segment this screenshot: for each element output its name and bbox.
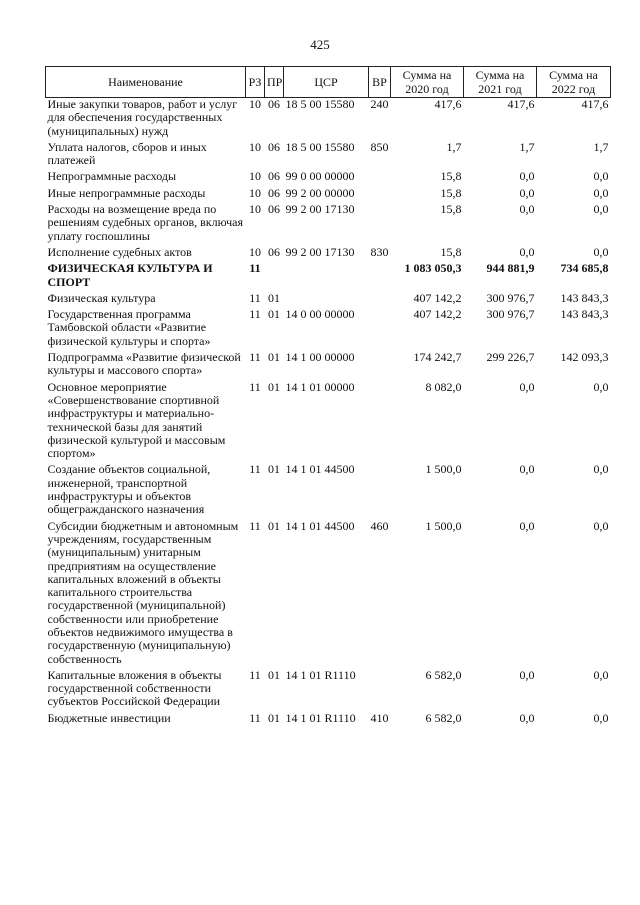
cell-sum-2022: 0,0 bbox=[593, 462, 609, 477]
table-row bbox=[46, 141, 611, 171]
cell-name: ФИЗИЧЕСКАЯ КУЛЬТУРА И СПОРТ bbox=[47, 261, 213, 289]
header-sum-2020: Сумма на 2020 год bbox=[391, 67, 464, 98]
cell-vr bbox=[369, 292, 391, 308]
cell-csr: 18 5 00 15580 bbox=[285, 97, 355, 111]
cell-vr bbox=[369, 351, 391, 381]
cell-rz: 11 bbox=[249, 290, 261, 305]
cell-sum-2022: 0,0 bbox=[593, 518, 609, 533]
cell-vr: 850 bbox=[370, 139, 389, 154]
cell-sum-2021: 0,0 bbox=[519, 667, 535, 682]
cell-csr: 99 0 00 00000 bbox=[285, 169, 355, 184]
cell-sum-2020: 407 142,2 bbox=[413, 290, 462, 305]
cell-csr: 14 1 01 R1110 bbox=[285, 710, 356, 725]
cell-vr bbox=[369, 381, 391, 464]
cell-csr: 14 1 01 R1110 bbox=[285, 667, 356, 682]
cell-csr: 99 2 00 00000 bbox=[285, 185, 355, 200]
cell-pr: 06 bbox=[268, 202, 280, 217]
cell-sum-2021: 944 881,9 bbox=[486, 261, 535, 276]
cell-vr bbox=[369, 170, 391, 186]
cell-sum-2021: 0,0 bbox=[519, 462, 535, 477]
cell-sum-2020: 1 500,0 bbox=[425, 462, 462, 477]
cell-vr: 830 bbox=[370, 244, 389, 259]
cell-name: Подпрограмма «Развитие физической культуры и массового спорта» bbox=[47, 350, 241, 378]
cell-vr: 460 bbox=[370, 518, 389, 533]
cell-sum-2022: 417,6 bbox=[581, 97, 609, 111]
cell-sum-2021: 417,6 bbox=[507, 97, 535, 111]
cell-pr: 01 bbox=[268, 290, 280, 305]
cell-sum-2022: 143 843,3 bbox=[560, 290, 609, 305]
cell-name: Непрограммные расходы bbox=[47, 169, 177, 184]
cell-name: Иные закупки товаров, работ и услуг для обеспечения государственных (муниципальных) нужд bbox=[47, 97, 238, 138]
cell-vr bbox=[369, 187, 391, 203]
cell-name: Иные непрограммные расходы bbox=[47, 185, 206, 200]
cell-sum-2021: 0,0 bbox=[519, 185, 535, 200]
cell-sum-2022: 0,0 bbox=[593, 185, 609, 200]
cell-sum-2021: 0,0 bbox=[519, 244, 535, 259]
cell-rz: 10 bbox=[249, 169, 261, 184]
header-sum-2022: Сумма на 2022 год bbox=[537, 67, 611, 98]
cell-sum-2020: 15,8 bbox=[440, 244, 462, 259]
cell-sum-2020: 417,6 bbox=[434, 97, 462, 111]
cell-name: Физическая культура bbox=[47, 290, 156, 305]
cell-rz: 11 bbox=[249, 667, 261, 682]
table-row bbox=[46, 246, 611, 262]
cell-sum-2020: 174 242,7 bbox=[413, 350, 462, 365]
cell-sum-2021: 1,7 bbox=[519, 139, 535, 154]
cell-rz: 11 bbox=[249, 462, 261, 477]
cell-vr bbox=[369, 262, 391, 292]
cell-pr: 06 bbox=[268, 97, 280, 111]
header-pr: ПР bbox=[265, 67, 284, 98]
cell-name: Государственная программа Тамбовской области «Развитие физической культуры и спорта» bbox=[47, 307, 211, 348]
cell-name: Субсидии бюджетным и автономным учреждениям, государственным (муниципальным) унитарным предприятиям на осуществление капитальных вложений в объекты капитального строительства государственной (муниципальной) собственности или приобретение объектов недвижимого имущества в государственную (муниципальную) собственность bbox=[47, 518, 239, 666]
budget-table bbox=[45, 66, 611, 728]
table-row bbox=[46, 669, 611, 712]
cell-pr: 06 bbox=[268, 244, 280, 259]
table-row bbox=[46, 292, 611, 308]
cell-csr bbox=[284, 262, 369, 292]
cell-rz: 11 bbox=[249, 261, 261, 276]
table-body bbox=[46, 98, 611, 729]
cell-sum-2020: 15,8 bbox=[440, 169, 462, 184]
cell-sum-2020: 1 083 050,3 bbox=[404, 261, 462, 276]
cell-sum-2020: 6 582,0 bbox=[425, 710, 462, 725]
header-csr: ЦСР bbox=[284, 67, 369, 98]
cell-sum-2020: 15,8 bbox=[440, 185, 462, 200]
cell-vr bbox=[369, 463, 391, 519]
table-row bbox=[46, 520, 611, 669]
header-sum-2021: Сумма на 2021 год bbox=[464, 67, 537, 98]
cell-pr: 01 bbox=[268, 379, 280, 394]
cell-pr: 01 bbox=[268, 350, 280, 365]
table-row bbox=[46, 351, 611, 381]
cell-name: Создание объектов социальной, инженерной, транспортной инфраструктуры и объектов общегражданского назначения bbox=[47, 462, 211, 517]
cell-sum-2020: 6 582,0 bbox=[425, 667, 462, 682]
cell-sum-2020: 1 500,0 bbox=[425, 518, 462, 533]
table-row bbox=[46, 98, 611, 141]
cell-pr: 06 bbox=[268, 185, 280, 200]
cell-rz: 10 bbox=[249, 185, 261, 200]
cell-name: Бюджетные инвестиции bbox=[47, 710, 171, 725]
cell-rz: 11 bbox=[249, 307, 261, 322]
cell-vr bbox=[369, 669, 391, 712]
cell-sum-2021: 299 226,7 bbox=[486, 350, 535, 365]
cell-vr bbox=[369, 308, 391, 351]
page-number: 425 bbox=[310, 37, 330, 52]
cell-name: Капитальные вложения в объекты государственной собственности субъектов Российской Федерации bbox=[47, 667, 222, 709]
cell-vr bbox=[369, 203, 391, 246]
header-rz: РЗ bbox=[246, 67, 265, 98]
cell-sum-2022: 0,0 bbox=[593, 667, 609, 682]
cell-pr: 06 bbox=[268, 169, 280, 184]
cell-sum-2020: 15,8 bbox=[440, 202, 462, 217]
cell-rz: 11 bbox=[249, 710, 261, 725]
cell-sum-2020: 407 142,2 bbox=[413, 307, 462, 322]
cell-rz: 11 bbox=[249, 379, 261, 394]
cell-pr: 01 bbox=[268, 307, 280, 322]
cell-sum-2021: 300 976,7 bbox=[486, 290, 535, 305]
cell-csr: 99 2 00 17130 bbox=[285, 244, 355, 259]
cell-rz: 10 bbox=[249, 244, 261, 259]
cell-rz: 10 bbox=[249, 139, 261, 154]
cell-sum-2021: 300 976,7 bbox=[486, 307, 535, 322]
cell-name: Расходы на возмещение вреда по решениям судебных органов, включая уплату госпошлины bbox=[47, 202, 243, 243]
cell-sum-2020: 8 082,0 bbox=[425, 379, 462, 394]
cell-sum-2022: 143 843,3 bbox=[560, 307, 609, 322]
table-row bbox=[46, 262, 611, 292]
cell-csr: 18 5 00 15580 bbox=[285, 139, 355, 154]
table-row bbox=[46, 203, 611, 246]
header-name: Наименование bbox=[46, 67, 246, 98]
table-row bbox=[46, 463, 611, 519]
cell-rz: 10 bbox=[249, 97, 261, 111]
cell-pr: 01 bbox=[268, 462, 280, 477]
cell-sum-2022: 0,0 bbox=[593, 379, 609, 394]
cell-sum-2022: 142 093,3 bbox=[560, 350, 609, 365]
cell-pr: 01 bbox=[268, 667, 280, 682]
table-row bbox=[46, 187, 611, 203]
cell-csr: 14 1 01 44500 bbox=[285, 518, 355, 533]
cell-sum-2021: 0,0 bbox=[519, 518, 535, 533]
table-header-row bbox=[46, 67, 611, 98]
cell-name: Уплата налогов, сборов и иных платежей bbox=[47, 139, 207, 168]
table-row bbox=[46, 308, 611, 351]
cell-sum-2021: 0,0 bbox=[519, 710, 535, 725]
cell-sum-2022: 734 685,8 bbox=[560, 261, 609, 276]
table-row bbox=[46, 170, 611, 186]
cell-sum-2021: 0,0 bbox=[519, 379, 535, 394]
cell-sum-2021: 0,0 bbox=[519, 202, 535, 217]
cell-sum-2022: 0,0 bbox=[593, 710, 609, 725]
cell-sum-2021: 0,0 bbox=[519, 169, 535, 184]
cell-pr: 01 bbox=[268, 518, 280, 533]
cell-rz: 11 bbox=[249, 518, 261, 533]
cell-sum-2022: 0,0 bbox=[593, 202, 609, 217]
cell-sum-2022: 0,0 bbox=[593, 169, 609, 184]
cell-csr bbox=[284, 292, 369, 308]
cell-sum-2022: 1,7 bbox=[593, 139, 609, 154]
cell-name: Основное мероприятие «Совершенствование спортивной инфраструктуры и материально-технической базы для занятий физической культурой и массовым спортом» bbox=[47, 379, 226, 461]
cell-csr: 99 2 00 17130 bbox=[285, 202, 355, 217]
cell-pr bbox=[265, 262, 284, 292]
cell-csr: 14 1 01 00000 bbox=[285, 379, 355, 394]
cell-rz: 10 bbox=[249, 202, 261, 217]
cell-sum-2022: 0,0 bbox=[593, 244, 609, 259]
cell-vr: 240 bbox=[370, 97, 389, 111]
cell-pr: 06 bbox=[268, 139, 280, 154]
table-row bbox=[46, 712, 611, 728]
cell-csr: 14 1 00 00000 bbox=[285, 350, 355, 365]
cell-csr: 14 0 00 00000 bbox=[285, 307, 355, 322]
cell-rz: 11 bbox=[249, 350, 261, 365]
cell-name: Исполнение судебных актов bbox=[47, 244, 192, 259]
cell-csr: 14 1 01 44500 bbox=[285, 462, 355, 477]
header-vr: ВР bbox=[369, 67, 391, 98]
table-row bbox=[46, 381, 611, 464]
cell-vr: 410 bbox=[370, 710, 389, 725]
cell-pr: 01 bbox=[268, 710, 280, 725]
cell-sum-2020: 1,7 bbox=[446, 139, 462, 154]
